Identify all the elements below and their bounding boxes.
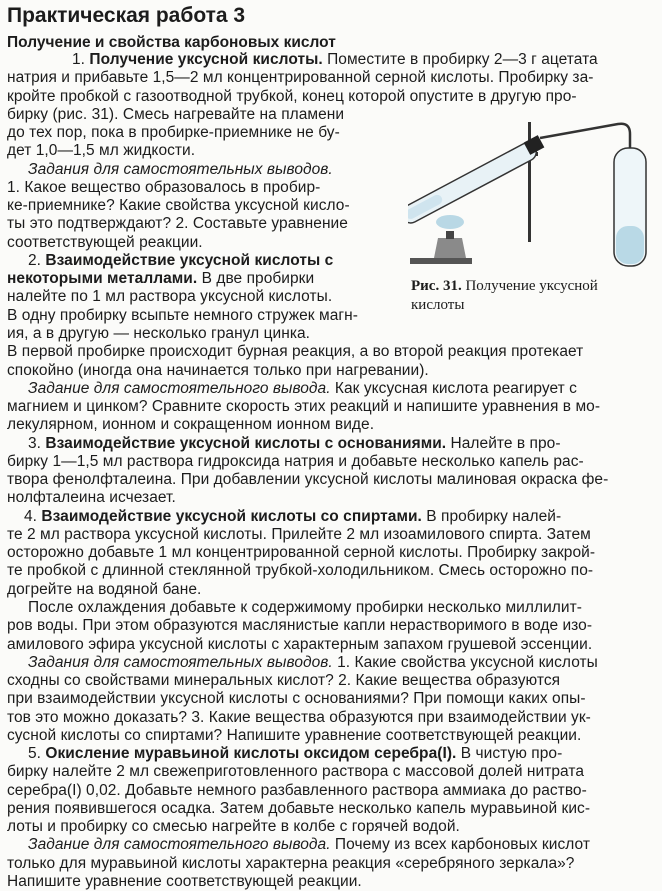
- text-line: [7, 543, 595, 562]
- text-run: бирку 1—1,5 мл раствора гидроксида натрия и добавьте несколько капель рас-: [7, 453, 584, 470]
- text-line: [7, 616, 592, 635]
- text-line: [7, 324, 310, 343]
- text-line: [7, 233, 203, 252]
- text-run: После охлаждения добавьте к содержимому пробирки несколько миллилит-: [28, 599, 582, 616]
- text-run: Напишите уравнение соответствующей реакции.: [7, 873, 362, 890]
- text-line: [28, 251, 333, 270]
- text-line: [7, 141, 195, 160]
- text-line: [7, 361, 429, 380]
- text-run: 3.: [28, 435, 46, 452]
- receiver-liquid: [616, 226, 644, 264]
- text-run: сходны со свойствами минеральных кислот? 2. Какие вещества образуются: [7, 672, 561, 689]
- text-line: [7, 470, 608, 489]
- text-line: [7, 854, 574, 873]
- figure-label: Рис. 31.: [411, 278, 462, 294]
- text-run: 1. Какие свойства уксусной кислоты: [332, 654, 598, 671]
- text-run: 5.: [28, 745, 46, 762]
- text-run: налейте по 1 мл раствора уксусной кислоты.: [7, 288, 333, 305]
- text-run: только для муравьиной кислоты характерна реакция «серебряного зеркала»?: [7, 855, 575, 872]
- spirit-lamp: [434, 238, 466, 258]
- text-run: В первой пробирке происходит бурная реакция, а во второй реакция протекает: [7, 343, 584, 360]
- flame: [436, 215, 464, 229]
- text-run: Налейте в про-: [446, 435, 561, 452]
- test-tube: [408, 140, 539, 226]
- figure-caption-line1: Получение уксусной: [465, 278, 598, 294]
- bold-run: Взаимодействие уксусной кислоты с основаниями.: [45, 435, 447, 452]
- text-line: [28, 379, 577, 398]
- text-run: нолфталеина исчезает.: [7, 489, 176, 506]
- text-line: [7, 178, 320, 197]
- text-run: те пробкой с длинной стеклянной трубкой-холодильником. Смесь осторожно по-: [7, 562, 594, 579]
- text-line: [7, 68, 593, 87]
- bold-run: Взаимодействие уксусной кислоты с: [45, 252, 334, 269]
- text-run: тов это можно доказать? 3. Какие вещества образуются при взаимодействии ук-: [7, 709, 591, 726]
- italic-run: Задание для самостоятельного вывода.: [28, 380, 331, 397]
- text-run: натрия и прибавьте 1,5—2 мл концентрированной серной кислоты. Пробирку за-: [7, 69, 594, 86]
- text-run: ров воды. При этом образуются маслянистые капли нерастворимого в воде изо-: [7, 617, 593, 634]
- stand-base: [410, 258, 472, 264]
- text-run: лоты и пробирку со смесью нагрейте в колбе с горячей водой.: [7, 818, 460, 835]
- text-run: магнием и цинком? Сравните скорость этих реакций и напишите уравнения в мо-: [7, 398, 601, 415]
- text-line: [7, 123, 340, 142]
- text-run: серебра(I) 0,02. Добавьте немного разбавленного раствора аммиака до раство-: [7, 782, 587, 799]
- text-run: бирку (рис. 31). Смесь нагревайте на пламени: [7, 106, 345, 123]
- text-run: В одну пробирку всыпьте немного стружек магн-: [7, 307, 358, 324]
- text-line: [7, 87, 577, 106]
- italic-run: Задание для самостоятельного вывода.: [28, 836, 331, 853]
- text-line: [28, 160, 333, 179]
- text-line: [7, 689, 586, 708]
- text-run: рения появившегося осадка. Затем добавьте несколько капель муравьиной кис-: [7, 800, 591, 817]
- text-run: 1. Какое вещество образовалось в пробир-: [7, 179, 321, 196]
- page-subtitle: Получение и свойства карбоновых кислот: [7, 34, 336, 51]
- figure-caption-line2: кислоты: [411, 297, 465, 313]
- text-line: [7, 415, 374, 434]
- text-line: [28, 434, 561, 453]
- text-run: до тех пор, пока в пробирке-приемнике не бу-: [7, 124, 340, 141]
- bold-run: Взаимодействие уксусной кислоты со спиртами.: [41, 508, 422, 525]
- page-title: Практическая работа 3: [7, 4, 246, 27]
- text-line: [7, 306, 358, 325]
- text-line: [7, 488, 176, 507]
- text-line: [7, 799, 590, 818]
- text-line: [7, 580, 201, 599]
- text-run: соответствующей реакции.: [7, 234, 203, 251]
- text-line: [7, 635, 592, 654]
- bold-run: Получение уксусной кислоты.: [89, 51, 323, 68]
- text-line: [7, 196, 350, 215]
- text-run: 2.: [28, 252, 46, 269]
- text-line: [28, 653, 598, 672]
- text-run: В чистую про-: [456, 745, 563, 762]
- text-line: [28, 835, 590, 854]
- bold-run: некоторыми металлами.: [7, 270, 198, 287]
- text-run: лекулярном, ионном и сокращенном ионном виде.: [7, 416, 375, 433]
- text-line: [24, 507, 561, 526]
- text-run: ке-приемнике? Какие свойства уксусной кисло-: [7, 197, 350, 214]
- text-line: [7, 561, 593, 580]
- text-run: ия, а в другую — несколько гранул цинка.: [7, 325, 311, 342]
- text-line: [7, 214, 348, 233]
- text-run: В пробирку налей-: [421, 508, 562, 525]
- lamp-wick: [446, 231, 454, 239]
- text-line: [7, 726, 581, 745]
- text-line: [72, 50, 598, 69]
- text-line: [7, 525, 591, 544]
- text-line: [7, 452, 584, 471]
- text-run: В две пробирки: [197, 270, 315, 287]
- italic-run: Задания для самостоятельных выводов.: [28, 161, 333, 178]
- text-line: [7, 105, 344, 124]
- text-line: [7, 708, 591, 727]
- text-run: догрейте на водяной бане.: [7, 581, 202, 598]
- text-run: Как уксусная кислота реагирует с: [330, 380, 577, 397]
- text-line: [7, 872, 362, 891]
- text-line: [7, 342, 583, 361]
- text-run: амилового эфира уксусной кислоты с характерным запахом грушевой эссенции.: [7, 636, 593, 653]
- italic-run: Задания для самостоятельных выводов.: [28, 654, 333, 671]
- text-line: [28, 598, 582, 617]
- text-run: 4.: [24, 508, 42, 525]
- text-run: сусной кислоты со спиртами? Напишите уравнение соответствующей реакции.: [7, 727, 582, 744]
- text-run: Поместите в пробирку 2—3 г ацетата: [322, 51, 598, 68]
- text-run: ты это подтверждают? 2. Составьте уравнение: [7, 215, 348, 232]
- text-line: [7, 671, 560, 690]
- text-line: [28, 744, 562, 763]
- text-run: те 2 мл раствора уксусной кислоты. Прилейте 2 мл изоамилового спирта. Затем: [7, 526, 591, 543]
- text-run: спокойно (иногда она начинается только при нагревании).: [7, 362, 429, 379]
- bold-run: Окисление муравьиной кислоты оксидом серебра(I).: [45, 745, 457, 762]
- lab-apparatus-illustration: [408, 118, 660, 274]
- text-line: [7, 397, 600, 416]
- text-line: [7, 269, 314, 288]
- text-run: бирку налейте 2 мл свежеприготовленного раствора с массовой долей нитрата: [7, 763, 584, 780]
- figure-caption: [411, 277, 656, 315]
- text-line: [7, 781, 587, 800]
- text-line: [7, 287, 332, 306]
- text-run: осторожно добавьте 1 мл концентрированной серной кислоты. Пробирку закрой-: [7, 544, 596, 561]
- text-run: твора фенолфталеина. При добавлении уксусной кислоты малиновая окраска фе-: [7, 471, 609, 488]
- text-run: кройте пробкой с газоотводной трубкой, конец которой опустите в другую про-: [7, 88, 577, 105]
- text-run: Почему из всех карбоновых кислот: [330, 836, 591, 853]
- text-run: при взаимодействии уксусной кислоты с основаниями? При помощи каких опы-: [7, 690, 586, 707]
- text-line: [7, 817, 460, 836]
- text-run: 1.: [72, 51, 90, 68]
- text-run: дет 1,0—1,5 мл жидкости.: [7, 142, 196, 159]
- text-line: [7, 762, 584, 781]
